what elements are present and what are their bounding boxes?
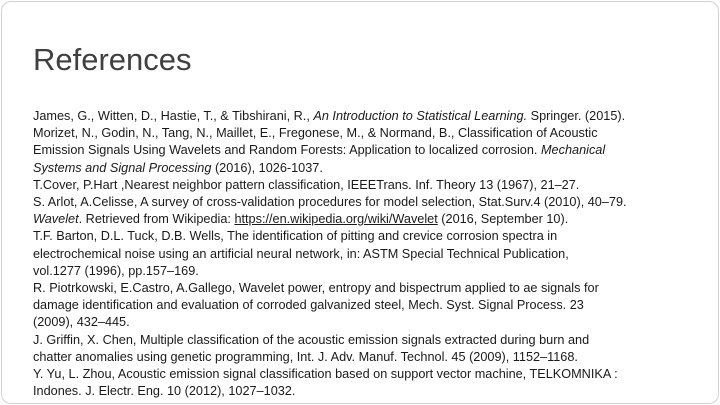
reference-entry [33, 177, 713, 194]
reference-line [33, 366, 713, 383]
reference-line [33, 246, 713, 263]
reference-text: (2016), 1026-1037. [211, 160, 323, 175]
reference-list [33, 108, 713, 400]
reference-line [33, 297, 713, 314]
reference-line [33, 125, 713, 142]
reference-line [33, 349, 713, 366]
reference-entry [33, 194, 713, 211]
reference-entry [33, 125, 713, 177]
reference-line [33, 108, 713, 125]
reference-italic-text: An Introduction to Statistical Learning. [313, 109, 528, 123]
reference-line [33, 177, 713, 194]
reference-text: (2016, September 10). [437, 212, 569, 227]
reference-text: electrochemical noise using an artificial neural network, in: ASTM Special Technical Publication, [33, 246, 569, 261]
reference-line [33, 142, 713, 159]
reference-text: T.F. Barton, D.L. Tuck, D.B. Wells, The identification of pitting and crevice corrosion spectra in [33, 229, 558, 244]
reference-entry [33, 366, 713, 400]
reference-text: T.Cover, P.Hart ,Nearest neighbor pattern classification, IEEETrans. Inf. Theory 13 (1967), 21–27. [33, 177, 580, 192]
reference-line [33, 194, 713, 211]
reference-line [33, 280, 713, 297]
page-title: References [33, 42, 192, 77]
reference-entry [33, 280, 713, 332]
reference-italic-text: Systems and Signal Processing [33, 160, 212, 175]
reference-text: Emission Signals Using Wavelets and Random Forests: Application to localized corrosion. [33, 143, 541, 158]
reference-line [33, 263, 713, 280]
reference-line [33, 383, 713, 400]
reference-text: S. Arlot, A.Celisse, A survey of cross-validation procedures for model selection, Stat.Surv.4 (2010), 40–79. [33, 195, 627, 210]
reference-text: (2009), 432–445. [33, 315, 130, 330]
reference-text: Y. Yu, L. Zhou, Acoustic emission signal classification based on support vector machine, TELKOMNIKA : [33, 367, 618, 382]
reference-text: . Retrieved from Wikipedia: [78, 212, 235, 227]
reference-text: Indones. J. Electr. Eng. 10 (2012), 1027–1032. [33, 384, 296, 399]
reference-line [33, 314, 713, 331]
reference-line [33, 211, 713, 228]
reference-entry [33, 211, 713, 228]
reference-line [33, 160, 713, 177]
reference-line [33, 332, 713, 349]
reference-entry [33, 228, 713, 280]
reference-text: Morizet, N., Godin, N., Tang, N., Maillet, E., Fregonese, M., & Normand, B., Classification of Acoustic [33, 126, 598, 141]
reference-entry [33, 332, 713, 366]
reference-entry [33, 108, 713, 125]
reference-text: Springer. (2015). [527, 109, 626, 123]
reference-text: J. Griffin, X. Chen, Multiple classification of the acoustic emission signals extracted during burn and [33, 332, 590, 347]
reference-text: chatter anomalies using genetic programming, Int. J. Adv. Manuf. Technol. 45 (2009), 1152–1168. [33, 349, 578, 364]
reference-text: R. Piotrkowski, E.Castro, A.Gallego, Wavelet power, entropy and bispectrum applied to ae signals for [33, 281, 599, 296]
reference-line [33, 228, 713, 245]
reference-italic-text: Wavelet [33, 212, 79, 227]
reference-text: damage identification and evaluation of corroded galvanized steel, Mech. Syst. Signal Process. 23 [33, 298, 584, 313]
reference-italic-text: Mechanical [540, 143, 606, 158]
reference-text: James, G., Witten, D., Hastie, T., & Tibshirani, R., [33, 109, 314, 123]
reference-text: vol.1277 (1996), pp.157–169. [33, 263, 199, 278]
reference-link[interactable]: https://en.wikipedia.org/wiki/Wavelet [234, 212, 438, 227]
